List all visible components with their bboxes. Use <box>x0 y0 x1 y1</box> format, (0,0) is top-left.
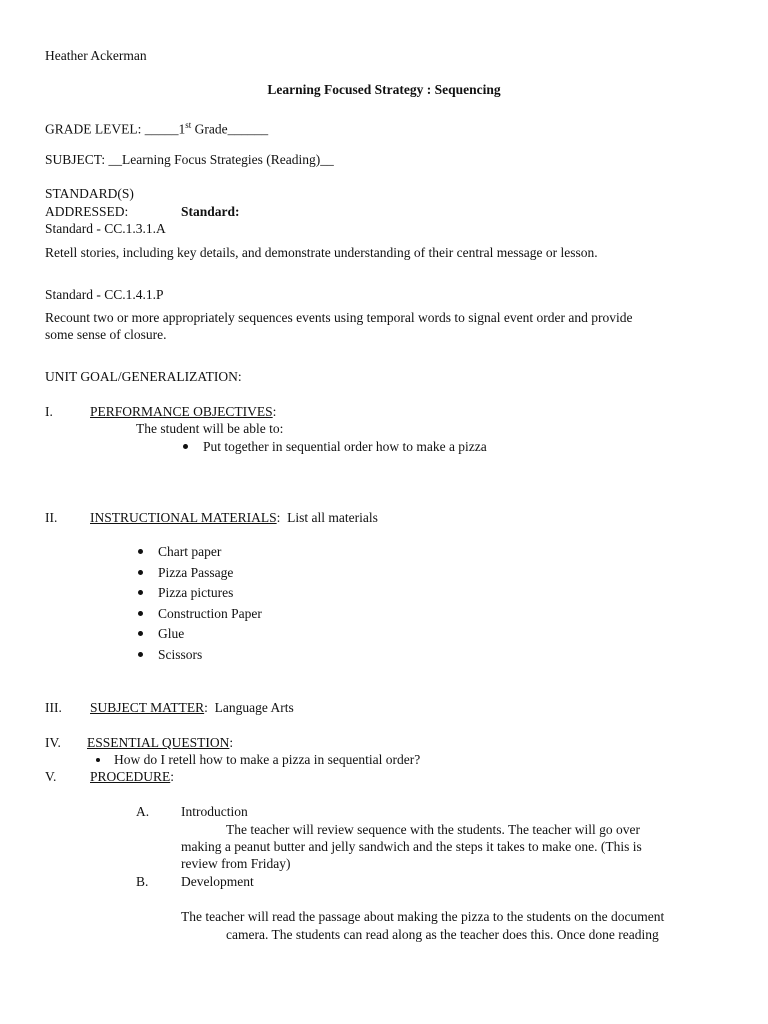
standard-2-code: Standard - CC.1.4.1.P <box>45 287 164 302</box>
procedure-b-line-2: camera. The students can read along as the teacher does this. Once done reading <box>226 927 659 942</box>
section-1-colon: : <box>272 404 277 419</box>
bullet-icon <box>138 549 143 554</box>
section-3-heading-wrap <box>90 700 294 716</box>
objective-item: Put together in sequential order how to make a pizza <box>203 439 487 454</box>
section-4-numeral: IV. <box>45 735 61 750</box>
bullet-icon <box>138 631 143 636</box>
standard-1-text: Retell stories, including key details, and demonstrate understanding of their central message or lesson. <box>45 245 598 260</box>
section-2-heading-wrap <box>90 510 378 526</box>
procedure-heading: PROCEDURE <box>90 769 171 784</box>
essential-question-heading: ESSENTIAL QUESTION <box>87 735 230 750</box>
material-item: Construction Paper <box>158 606 262 621</box>
bullet-icon <box>138 652 143 657</box>
subject-matter-heading: SUBJECT MATTER <box>90 700 205 715</box>
section-4-heading-wrap <box>87 735 233 751</box>
essential-question-item: How do I retell how to make a pizza in sequential order? <box>114 752 421 767</box>
subject-line: SUBJECT: __Learning Focus Strategies (Reading)__ <box>45 152 334 167</box>
procedure-a-line-3: review from Friday) <box>181 856 291 871</box>
material-item: Scissors <box>158 647 203 662</box>
bullet-icon <box>96 758 100 762</box>
grade-level-suffix: Grade______ <box>191 121 269 137</box>
grade-level-sup: st <box>185 120 192 130</box>
standard-2-text-line-1: Recount two or more appropriately sequences events using temporal words to signal event order and provide <box>45 310 633 325</box>
standard-1-code: Standard - CC.1.3.1.A <box>45 221 166 236</box>
section-2-colon: : <box>276 510 281 525</box>
procedure-b-letter: B. <box>136 874 149 889</box>
standards-label-1: STANDARD(S) <box>45 186 134 201</box>
section-5-heading-wrap <box>90 769 174 785</box>
grade-level <box>45 117 268 138</box>
bullet-icon <box>183 444 188 449</box>
procedure-b-title: Development <box>181 874 254 889</box>
section-5-colon: : <box>170 769 175 784</box>
standard-heading: Standard: <box>181 204 240 219</box>
instructional-materials-heading: INSTRUCTIONAL MATERIALS <box>90 510 277 525</box>
page-title: Learning Focused Strategy : Sequencing <box>267 82 501 97</box>
procedure-a-letter: A. <box>136 804 150 819</box>
procedure-a-title: Introduction <box>181 804 248 819</box>
procedure-a-line-1: The teacher will review sequence with the students. The teacher will go over <box>226 822 640 837</box>
material-item: Chart paper <box>158 544 222 559</box>
unit-goal: UNIT GOAL/GENERALIZATION: <box>45 369 242 384</box>
material-item: Pizza pictures <box>158 585 234 600</box>
section-3-colon: : <box>204 700 208 715</box>
subject-matter-value: Language Arts <box>207 700 294 715</box>
section-1-numeral: I. <box>45 404 53 419</box>
procedure-a-line-2: making a peanut butter and jelly sandwich and the steps it takes to make one. (This is <box>181 839 642 854</box>
section-4-colon: : <box>229 735 234 750</box>
section-1-heading-wrap <box>90 404 276 420</box>
standards-label-2: ADDRESSED: <box>45 204 129 219</box>
material-item: Glue <box>158 626 185 641</box>
objectives-intro: The student will be able to: <box>136 421 284 436</box>
section-5-numeral: V. <box>45 769 57 784</box>
materials-note: List all materials <box>280 510 378 525</box>
bullet-icon <box>138 590 143 595</box>
performance-objectives-heading: PERFORMANCE OBJECTIVES <box>90 404 273 419</box>
grade-level-prefix: GRADE LEVEL: _____1 <box>45 121 186 137</box>
procedure-b-line-1: The teacher will read the passage about making the pizza to the students on the document <box>181 909 665 924</box>
standard-2-text-line-2: some sense of closure. <box>45 327 167 342</box>
bullet-icon <box>138 611 143 616</box>
author-name: Heather Ackerman <box>45 48 147 63</box>
material-item: Pizza Passage <box>158 565 234 580</box>
section-3-numeral: III. <box>45 700 62 715</box>
section-2-numeral: II. <box>45 510 58 525</box>
bullet-icon <box>138 570 143 575</box>
